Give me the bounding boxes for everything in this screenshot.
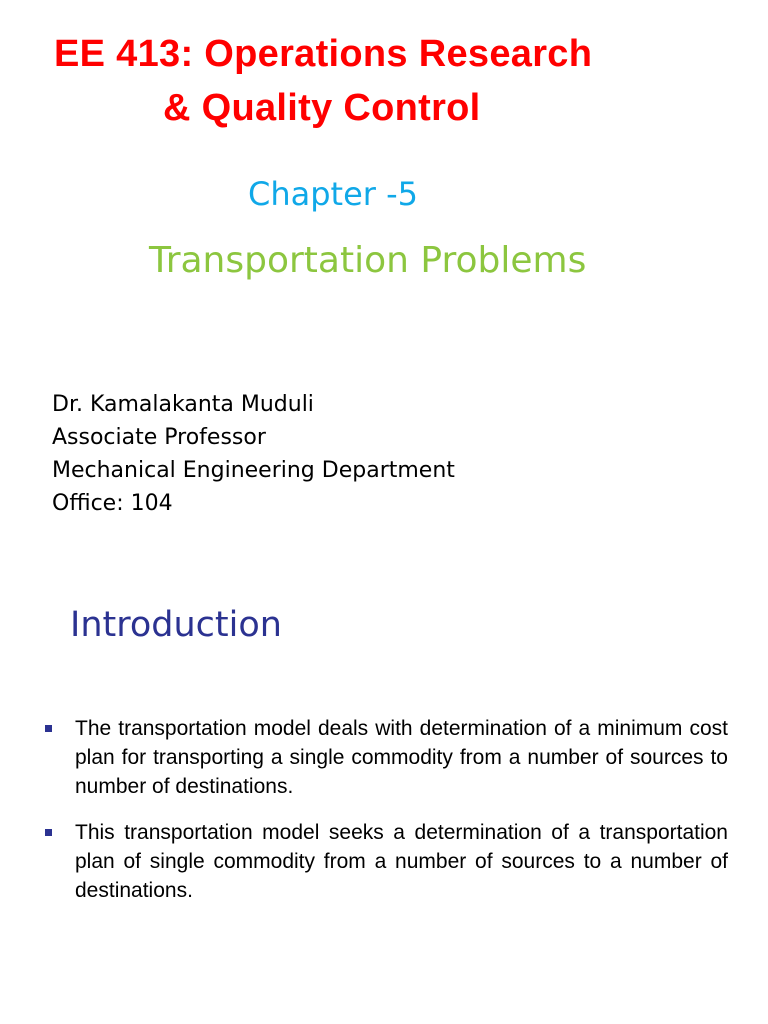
chapter-subtitle: Transportation Problems xyxy=(149,240,587,281)
square-bullet-icon xyxy=(45,725,52,732)
author-position: Associate Professor xyxy=(52,425,266,450)
author-office: Office: 104 xyxy=(52,491,173,516)
course-title-line-1: EE 413: Operations Research xyxy=(54,33,593,75)
author-block xyxy=(52,388,455,520)
course-title-line-2: & Quality Control xyxy=(163,87,481,129)
chapter-label: Chapter -5 xyxy=(248,175,419,213)
section-heading: Introduction xyxy=(70,605,282,645)
bullet-list xyxy=(40,714,728,922)
bullet-item xyxy=(40,818,728,905)
bullet-text: This transportation model seeks a determination of a transportation plan of single commodity from a number of sources to a number of destinations. xyxy=(75,821,728,902)
author-name: Dr. Kamalakanta Muduli xyxy=(52,392,314,417)
bullet-text: The transportation model deals with determination of a minimum cost plan for transporting a single commodity from a number of sources to number of destinations. xyxy=(75,717,728,798)
author-department: Mechanical Engineering Department xyxy=(52,458,455,483)
square-bullet-icon xyxy=(45,829,52,836)
bullet-item xyxy=(40,714,728,801)
